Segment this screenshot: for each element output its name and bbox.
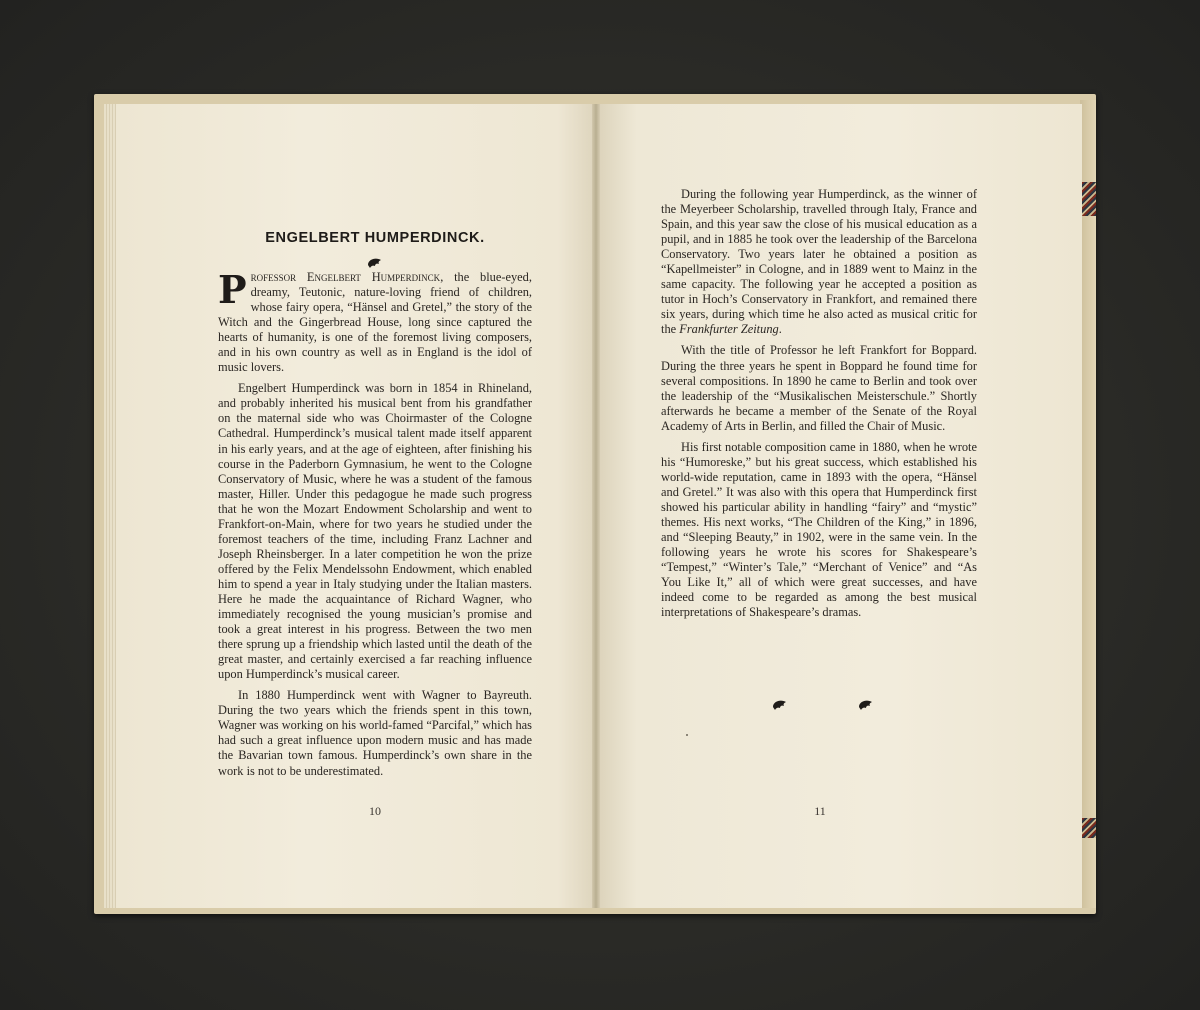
leaf-ornament-icon bbox=[772, 699, 788, 711]
spine-ribbon-top bbox=[1082, 182, 1096, 216]
paragraph-compositions: His first notable composition came in 1880, when he wrote his “Humoreske,” but his great success, which established his world-wide reputation, came in 1893 with the opera, “Hänsel and Gretel.” It was also with this opera that Humperdinck first showed his particular ability in handling “fairy” and “mystic” themes. His next works, “The Children of the King,” in 1896, and “Sleeping Beauty,” in 1902, were in the same vein. In the following years he wrote his scores for Shakespeare’s “Tempest,” “Winter’s Tale,” “Merchant of Venice” and “As You Like It,” all of which were great successes, and have indeed come to be regarded as among the best musical interpretations of Shakespeare’s dramas. bbox=[661, 439, 977, 620]
intro-lead: rofessor Engelbert Humperdinck bbox=[250, 270, 441, 284]
paragraph-meyerbeer bbox=[661, 187, 977, 337]
leaf-ornament-icon bbox=[858, 699, 874, 711]
intro-paragraph bbox=[218, 267, 532, 375]
article-title: ENGELBERT HUMPERDINCK. bbox=[265, 230, 485, 246]
left-page-body bbox=[218, 267, 532, 785]
right-page-body bbox=[661, 187, 977, 626]
paragraph-boppard: With the title of Professor he left Frankfort for Boppard. During the three years he spent in Boppard he found time for several compositions. In 1890 he came to Berlin and took over the leadership of the “Musikalischen Meisterschule.” Shortly afterwards he became a member of the Senate of the Royal Academy of Arts in Berlin, and filled the Chair of Music. bbox=[661, 343, 977, 433]
cover-edge bbox=[1080, 100, 1096, 908]
book-gutter bbox=[592, 104, 600, 908]
page-stack bbox=[104, 104, 116, 908]
leaf-ornament-icon bbox=[367, 257, 383, 269]
paragraph-bayreuth: In 1880 Humperdinck went with Wagner to Bayreuth. During the two years which the friends spent in this town, Wagner was working on his world-famed “Parcifal,” which has had such a great influence upon modern music and has made the Bavarian town famous. Humperdinck’s own share in the work is not to be underestimated. bbox=[218, 688, 532, 778]
page-number-right: 11 bbox=[814, 804, 826, 818]
page-number-left: 10 bbox=[369, 804, 381, 818]
paragraph-meyerbeer-end: . bbox=[778, 322, 782, 337]
paragraph-meyerbeer-text: During the following year Humperdinck, as the winner of the Meyerbeer Scholarship, travelled through Italy, France and Spain, and this year saw the close of his musical education as a pupil, and in 1885 he took over the leadership of the Barcelona Conservatory. Two years later he obtained a position as “Kapellmeister” in Cologne, and in 1889 went to Mainz in the same capacity. The following year he accepted a position as tutor in Hoch’s Conservatory in Frankfort, and remained there six years, during which time he also acted as musical critic for the bbox=[661, 187, 977, 337]
drop-cap: P bbox=[218, 267, 247, 312]
newspaper-title: Frankfurter Zeitung bbox=[679, 322, 779, 337]
paragraph-birth: Engelbert Humperdinck was born in 1854 in Rhineland, and probably inherited his musical bent from his grandfather on the maternal side who was Choirmaster of the Cologne Cathedral. Humperdinck’s musical talent made itself apparent in his early years, and at the age of eighteen, after finishing his course in the Paderborn Gymnasium, he went to the Cologne Conservatory of Music, where he was a student of the famous master, Hiller. Under this pedagogue he made such progress that he won the Mozart Endowment Scholarship and went to Frankfort-on-Main, where for two years he studied under the foremost teachers of the time, including Franz Lachner and Joseph Rheinsberger. In a later competition he won the prize offered by the Felix Mendelssohn Endowment, which enabled him to spend a year in Italy studying under the Italian masters. Here he made the acquaintance of Richard Wagner, who immediately recognised the young musician’s promise and took a great interest in his progress. Between the two men there sprung up a friendship which lasted until the death of the great master, and certainly exercised a far reaching influence upon Humperdinck’s musical career. bbox=[218, 381, 532, 682]
spine-ribbon-bottom bbox=[1082, 818, 1096, 838]
intro-rest: , the blue-eyed, dreamy, Teutonic, nature-loving friend of children, whose fairy opera, “Hänsel and Gretel,” the story of the Witch and the Gingerbread House, long since captured the hearts of humanity, is one of the foremost living composers, and in his own country as well as in England is the idol of music lovers. bbox=[218, 270, 532, 375]
paper-speck bbox=[686, 734, 688, 736]
